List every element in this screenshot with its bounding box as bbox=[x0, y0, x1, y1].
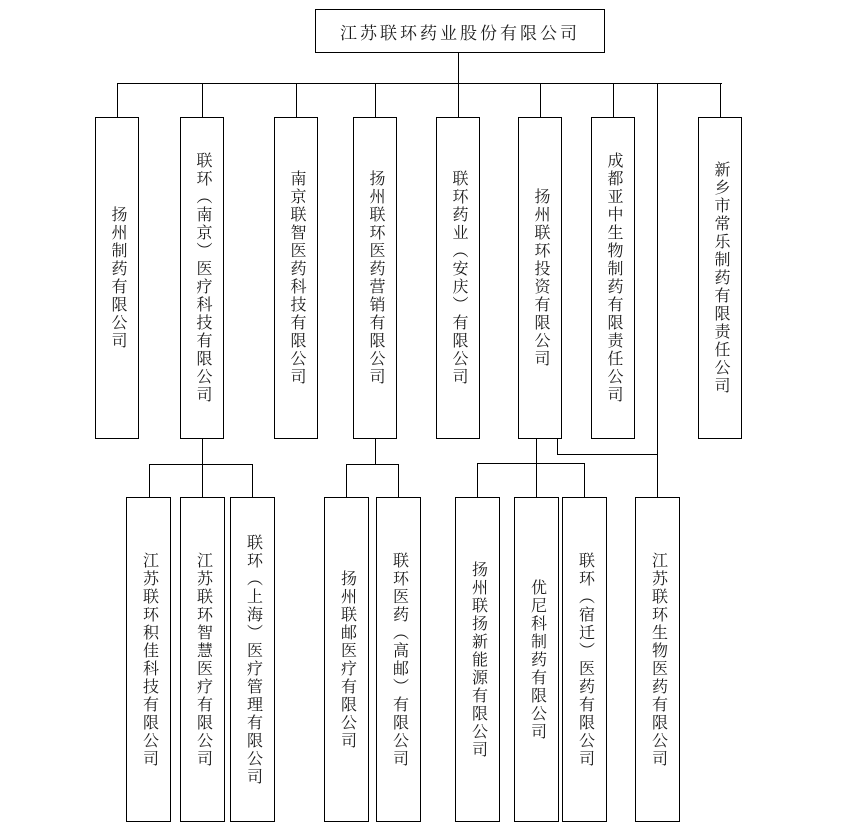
node-label: 联环（上海）医疗管理有限公司 bbox=[244, 533, 262, 786]
node-label: 新乡市常乐制药有限责任公司 bbox=[712, 161, 729, 395]
node-label: 成都亚中生物制药有限责任公司 bbox=[605, 152, 622, 404]
connector-feed bbox=[202, 439, 203, 497]
connector-group-bus bbox=[149, 464, 253, 465]
node-label: 江苏联环生物医药有限公司 bbox=[649, 551, 667, 768]
level2-node-shanghai-management bbox=[230, 497, 275, 822]
connector-investment-link bbox=[557, 454, 658, 455]
connector-drop bbox=[202, 83, 203, 117]
level2-node-jijia-tech bbox=[126, 497, 171, 822]
level1-node-anqing bbox=[436, 117, 480, 439]
level2-node-lianyou-medical bbox=[324, 497, 369, 822]
root-node bbox=[315, 9, 605, 53]
level2-node-gaoyou bbox=[376, 497, 421, 822]
connector-drop bbox=[477, 463, 478, 497]
level2-node-suqian bbox=[562, 497, 607, 822]
connector-level1-bus bbox=[117, 83, 722, 84]
connector-investment-link-drop bbox=[557, 439, 558, 455]
level1-node-xinxiang-changle bbox=[698, 117, 742, 439]
connector-root-to-bio-medicine bbox=[657, 83, 658, 497]
connector-group-bus bbox=[346, 464, 399, 465]
connector-root-feed bbox=[458, 53, 459, 83]
connector-feed bbox=[536, 439, 537, 497]
level1-node-nanjing-lianzhi bbox=[274, 117, 318, 439]
node-label: 扬州联扬新能源有限公司 bbox=[469, 560, 487, 759]
connector-feed bbox=[375, 439, 376, 464]
connector-drop bbox=[613, 83, 614, 117]
connector-drop bbox=[398, 464, 399, 497]
level1-node-chengdu-yazhong bbox=[591, 117, 635, 439]
connector-drop bbox=[458, 83, 459, 117]
node-label: 南京联智医药科技有限公司 bbox=[288, 170, 305, 386]
connector-drop bbox=[720, 83, 721, 117]
node-label: 扬州制药有限公司 bbox=[109, 206, 126, 350]
connector-drop bbox=[375, 83, 376, 117]
level1-node-marketing bbox=[353, 117, 397, 439]
node-label: 扬州联环医药营销有限公司 bbox=[367, 170, 384, 386]
connector-group-bus bbox=[477, 463, 585, 464]
connector-drop bbox=[540, 83, 541, 117]
connector-drop bbox=[296, 83, 297, 117]
node-label: 优尼科制药有限公司 bbox=[528, 578, 546, 741]
level1-node-yangzhou-pharma bbox=[95, 117, 139, 439]
connector-drop bbox=[346, 464, 347, 497]
level1-node-investment bbox=[518, 117, 562, 439]
node-label: 联环医药（高邮）有限公司 bbox=[390, 551, 408, 768]
level2-node-unico-pharma bbox=[514, 497, 559, 822]
level1-node-nanjing-medtech bbox=[180, 117, 224, 439]
connector-drop bbox=[252, 464, 253, 497]
node-label: 扬州联环投资有限公司 bbox=[532, 188, 549, 368]
node-label: 江苏联环积佳科技有限公司 bbox=[140, 551, 158, 768]
connector-drop bbox=[584, 463, 585, 497]
level2-node-smart-medical bbox=[180, 497, 225, 822]
connector-drop bbox=[149, 464, 150, 497]
level2-node-new-energy bbox=[455, 497, 500, 822]
node-label: 扬州联邮医疗有限公司 bbox=[338, 569, 356, 750]
node-label: 联环（南京）医疗科技有限公司 bbox=[194, 152, 211, 404]
connector-drop bbox=[117, 83, 118, 117]
level2-node-bio-medicine bbox=[635, 497, 680, 822]
node-label: 联环（宿迁）医药有限公司 bbox=[576, 551, 594, 768]
root-node-label: 江苏联环药业股份有限公司 bbox=[340, 23, 580, 43]
node-label: 联环药业（安庆）有限公司 bbox=[450, 170, 467, 386]
node-label: 江苏联环智慧医疗有限公司 bbox=[194, 551, 212, 768]
